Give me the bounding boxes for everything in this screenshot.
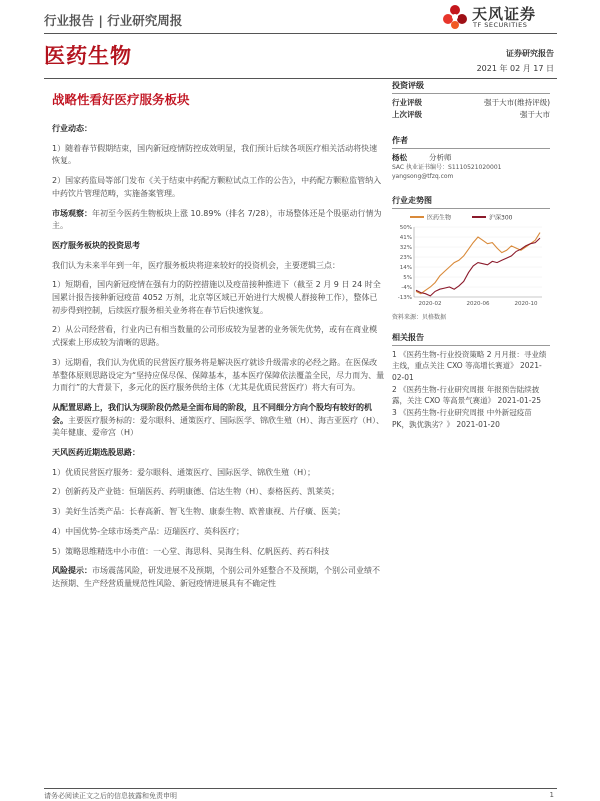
stock-pick-item: 2）创新药及产业链：恒瑞医药、药明康德、信达生物（H）、泰格医药、凯莱英； [52,487,340,497]
y-tick-label: 14% [399,265,412,271]
industry-rating-value: 强于大市(维持评级) [484,98,550,107]
x-tick-label: 2020-02 [418,301,442,307]
dynamics-item-2: 2）国家药监局等部门发布《关于结束中药配方颗粒试点工作的公告》，中药配方颗粒监管纳入中药饮片管理范畴，实施备案管理。 [52,176,382,198]
brand-name-en: TF SECURITIES [473,21,528,29]
y-tick-label: 23% [399,255,412,261]
related-report-title: 1 《医药生物-行业投资策略 2 月月报：寻业绩主线，重点关注 CXO 等高增长赛道》 [392,350,547,371]
report-date: 2021 年 02 月 17 日 [476,64,554,73]
author-email[interactable]: yangsong@tfzq.com [392,173,454,180]
risk-warning [52,565,385,590]
previous-rating-row [392,109,550,121]
market-review-text: 年初至今医药生物板块上涨 10.89%（排名 7/28），市场整体还是个股驱动行情为主。 [52,208,382,231]
stock-picks-heading: 天风医药近期选股思路： [52,448,140,458]
y-tick-label: -4% [401,285,412,291]
document-title: 战略性看好医疗服务板块 [52,92,190,107]
stock-pick-item: 5）策略思维精选中小市值：一心堂、海思科、昊海生科、亿帆医药、药石科技 [52,546,330,556]
logic-point-3: 3）远期看，我们认为优质的民营医疗服务将是解决医疗就诊升级需求的必经之路。在医保改革整体原则思路设定为“坚持应保尽保、保障基本，基本医疗保障依法覆盖全民，尽力而为、量力而行”的大背景下，多元化的医疗服务供给主体（尤其是优质民营医疗）将大有可为。 [52,357,385,393]
allocation-text: 主要医疗服务标的：爱尔眼科、通策医疗、国际医学、锦欣生殖（H）、海吉亚医疗（H）、美年健康、爱帝宫（H） [52,415,385,438]
flower-logo-icon [442,4,468,30]
y-tick-label: 41% [399,235,412,241]
related-report-item[interactable] [392,407,550,430]
market-review-label: 市场观察： [52,208,92,218]
dynamics-item-1: 1）随着春节假期结束，国内新冠疫情防控成效明显，我们预计后续各项医疗相关活动将快速恢复。 [52,143,378,166]
brand-name-cn: 天风证券 [472,5,537,23]
legend-label: 医药生物 [427,214,452,222]
industry-trend-chart [392,211,550,311]
stock-pick-item: 1）优质民营医疗服务：爱尔眼科、通策医疗、国际医学、锦欣生殖（H）； [52,467,316,477]
title-divider [44,78,557,79]
footer-disclaimer: 请务必阅读正文之后的信息披露和免责申明 [44,792,177,800]
related-reports-heading: 相关报告 [392,332,550,346]
industry-dynamics-heading: 行业动态： [52,124,92,133]
brand-logo [442,2,552,32]
y-tick-label: -13% [397,295,412,301]
logic-point-2: 2）从公司经营看，行业内已有相当数量的公司形成较为显著的业务领先优势，或有在商业模式探索上形成较为清晰的思路。 [52,325,378,348]
stock-pick-item: 4）中国优势-全球市场类产品：迈瑞医疗、英科医疗； [52,526,244,536]
logic-point-1: 1）短期看，国内新冠疫情在强有力的防控措施以及疫苗接种推进下（截至 2 月 9 日 24 时全国累计报告接种新冠疫苗 4052 万剂，北京等区域已开始进行大规模人群接种工作），整体已初步得到控制，后续医疗服务相关业务将在春节后快速恢复。 [52,280,381,315]
author-role: 分析师 [429,153,452,162]
industry-rating-label: 行业评级 [392,98,422,107]
related-report-date: 2021-02-01 [392,361,542,382]
related-reports-list [392,349,550,430]
market-review [52,208,385,233]
related-report-title: 2 《医药生物-行业研究周报 年报预告陆续披露，关注 CXO 等高景气赛道》 [392,384,540,406]
risk-text: 市场震荡风险，研发进展不及预期，个别公司外延整合不及预期，个别公司业绩不达预期、生产经营质量规范性风险、新冠疫情进展具有不确定性 [52,566,380,588]
stock-pick-item: 3）美好生活类产品：长春高新、智飞生物、康泰生物、欧普康视、片仔癀、医美； [52,507,346,517]
x-tick-label: 2020-06 [466,301,490,307]
report-category: 行业报告 | 行业研究周报 [44,13,183,28]
report-type: 证券研究报告 [506,49,554,58]
y-tick-label: 32% [399,245,412,251]
author-name: 杨松 [392,153,407,162]
author-row [392,152,550,163]
main-column [52,123,385,591]
legend-label: 沪深300 [489,214,513,222]
related-report-item[interactable] [392,349,550,383]
x-tick-label: 2020-10 [514,301,538,307]
related-report-date: 2021-01-20 [456,419,500,429]
related-report-date: 2021-01-25 [497,396,542,406]
page-number: 1 [549,791,554,799]
previous-rating-label: 上次评级 [392,110,422,119]
footer-divider [44,788,557,789]
header-divider [44,33,557,34]
chart-heading: 行业走势图 [392,195,550,209]
related-report-title: 3 《医药生物-行业研究周报 中外新冠疫苗 PK，孰优孰劣？》 [392,408,532,429]
chart-source: 资料来源：贝格数据 [392,314,447,321]
allocation-bold: 从配置思路上，我们认为现阶段仍然是全面布局的阶段，且不同细分方向个股均有较好的机会。 [52,402,372,425]
medical-services-intro: 我们认为未来半年到一年，医疗服务板块将迎来较好的投资机会，主要逻辑三点： [52,260,340,270]
allocation-paragraph [52,402,385,440]
y-tick-label: 50% [399,225,412,231]
author-sac: SAC 执业证书编号：S1110521020001 [392,164,502,171]
related-report-item[interactable] [392,384,550,407]
risk-label: 风险提示： [52,566,92,576]
previous-rating-value: 强于大市 [520,110,550,119]
sector-title: 医药生物 [44,44,132,68]
medical-services-heading: 医疗服务板块的投资思考 [52,240,140,250]
y-tick-label: 5% [403,275,412,281]
sidebar [392,80,550,431]
rating-heading: 投资评级 [392,80,550,94]
author-heading: 作者 [392,135,550,149]
industry-rating-row [392,97,550,109]
